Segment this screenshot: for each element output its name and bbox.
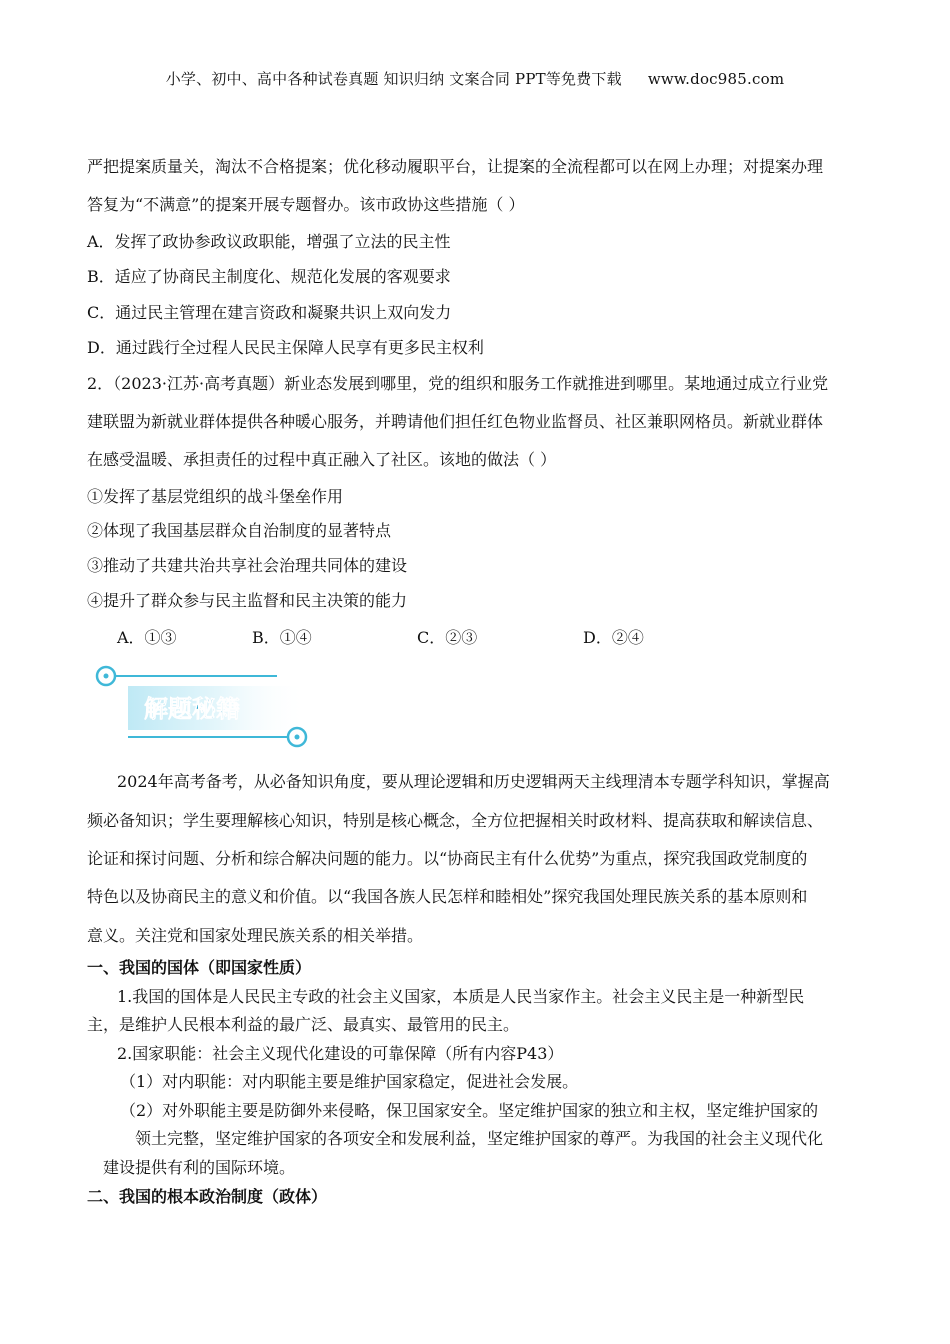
q1-option-b: B．适应了协商民主制度化、规范化发展的客观要求 [87,267,451,286]
tips-banner [92,660,322,752]
q2-stem-line-1: 2．（2023·江苏·高考真题）新业态发展到哪里，党的组织和服务工作就推进到哪里。某地通过成立行业党 [87,374,829,393]
q2-choice-b: B．①④ [252,628,312,647]
section-1-p4-line-3: 建设提供有利的国际环境。 [103,1158,296,1177]
header-text: 小学、初中、高中各种试卷真题 知识归纳 文案合同 PPT等免费下载 [165,70,622,88]
q1-option-a: A．发挥了政协参政议政职能，增强了立法的民主性 [87,232,451,251]
q2-stem-line-3: 在感受温暖、承担责任的过程中真正融入了社区。该地的做法（ ） [87,450,557,469]
section-1-p1-line-1: 1.我国的国体是人民民主专政的社会主义国家，本质是人民当家作主。社会主义民主是一种新型民 [117,987,805,1006]
tips-line-3: 论证和探讨问题、分析和综合解决问题的能力。以“协商民主有什么优势”为重点，探究我国政党制度的 [87,849,808,868]
q2-choice-c: C．②③ [417,628,478,647]
q2-stem-line-2: 建联盟为新就业群体提供各种暖心服务，并聘请他们担任红色物业监督员、社区兼职网格员。新就业群体 [87,412,824,431]
section-1-heading: 一、我国的国体（即国家性质） [87,958,312,977]
q1-stem-line-1: 严把提案质量关，淘汰不合格提案；优化移动履职平台，让提案的全流程都可以在网上办理；对提案办理 [87,157,824,176]
q2-item-2: ②体现了我国基层群众自治制度的显著特点 [87,521,392,540]
q1-option-d: D．通过践行全过程人民民主保障人民享有更多民主权利 [87,338,484,357]
banner-title: 解题秘籍 [144,695,240,723]
q2-item-4: ④提升了群众参与民主监督和民主决策的能力 [87,591,408,610]
q1-option-c: C．通过民主管理在建言资政和凝聚共识上双向发力 [87,303,452,322]
section-1-p4-line-1: （2）对外职能主要是防御外来侵略，保卫国家安全。坚定维护国家的独立和主权，坚定维护国家的 [120,1101,819,1120]
tips-line-2: 频必备知识；学生要理解核心知识，特别是核心概念，全方位把握相关时政材料、提高获取和解读信息、 [87,811,824,830]
page-header [0,68,950,89]
tips-line-1: 2024年高考备考，从必备知识角度，要从理论逻辑和历史逻辑两天主线理清本专题学科知识，掌握高 [117,772,830,791]
section-2-heading: 二、我国的根本政治制度（政体） [87,1187,328,1206]
tips-line-5: 意义。关注党和国家处理民族关系的相关举措。 [87,926,424,945]
q2-item-1: ①发挥了基层党组织的战斗堡垒作用 [87,487,344,506]
q2-choice-a: A．①③ [117,628,177,647]
header-site: www.doc985.com [647,70,785,88]
q2-choice-d: D．②④ [583,628,644,647]
q2-item-3: ③推动了共建共治共享社会治理共同体的建设 [87,556,408,575]
q1-stem-line-2: 答复为“不满意”的提案开展专题督办。该市政协这些措施（ ） [87,195,525,214]
section-1-p1-line-2: 主，是维护人民根本利益的最广泛、最真实、最管用的民主。 [87,1015,520,1034]
tips-line-4: 特色以及协商民主的意义和价值。以“我国各族人民怎样和睦相处”探究我国处理民族关系的基本原则和 [87,887,808,906]
section-1-p3: （1）对内职能：对内职能主要是维护国家稳定，促进社会发展。 [120,1072,579,1091]
section-1-p4-line-2: 领土完整，坚定维护国家的各项安全和发展利益，坚定维护国家的尊严。为我国的社会主义现代化 [135,1129,824,1148]
section-1-p2: 2.国家职能：社会主义现代化建设的可靠保障（所有内容P43） [117,1044,564,1063]
q2-choices [0,625,950,649]
